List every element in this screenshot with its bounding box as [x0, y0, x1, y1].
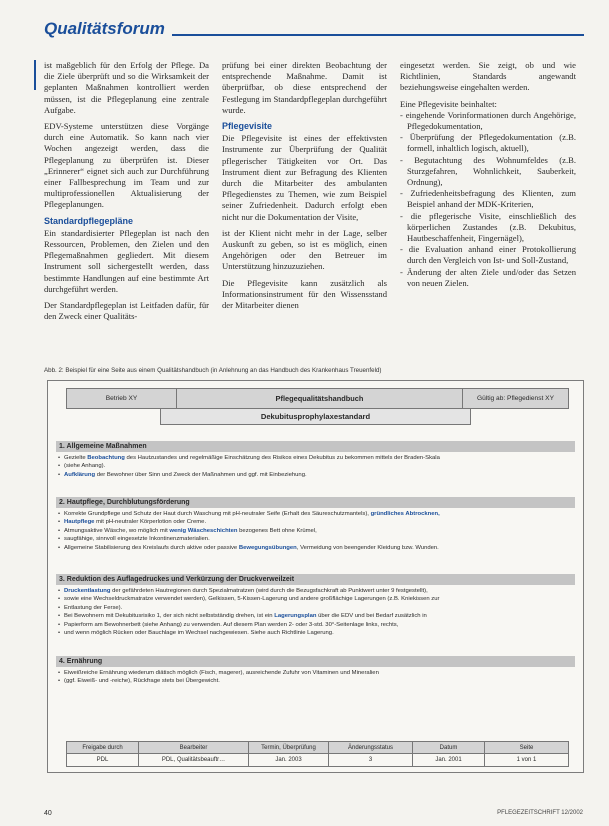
- table-header: Freigabe durch: [67, 742, 139, 754]
- list-item: - Zufriedenheitsbefragung des Klienten, zum Beispiel anhand der MDK-Kriterien,: [400, 188, 576, 210]
- section-pressure-reduction: [56, 574, 575, 637]
- table-row: [67, 754, 568, 766]
- header-rule: [172, 34, 584, 36]
- table-header: Seite: [519, 745, 534, 751]
- section-heading: 3. Reduktion des Auflagedruckes und Verkürzung der Druckverweilzeit: [56, 574, 575, 585]
- bullet-line: • Eiweißreiche Ernährung wiederum diätisch möglich (Fisch, magerer), ausreichende Zufuhr von Vitaminen und Mineralien: [56, 669, 575, 677]
- checklist: [400, 110, 576, 289]
- section-heading: 4. Ernährung: [56, 656, 575, 667]
- article-body: [44, 60, 576, 360]
- table-header: Datum: [413, 742, 485, 754]
- list-item: - Überprüfung der Pflegedokumentation (z.B. formell, inhaltlich logisch, aktuell),: [400, 132, 576, 154]
- table-cell: PDL: [67, 754, 139, 766]
- list-item: - die pflegerische Visite, einschließlich des körperlichen Zustandes (z.B. Dekubitus, Hautbeschaffenheit, Fingernägel),: [400, 210, 576, 244]
- approval-table: [66, 741, 569, 767]
- continuation-line: • saugfähige, sinnvoll eingesetzte Inkontinenzmaterialien.: [56, 535, 575, 543]
- continuation-line: • (siehe Anhang).: [56, 462, 575, 470]
- table-header: Bearbeiter: [139, 742, 249, 754]
- paragraph: ist der Klient nicht mehr in der Lage, selber Auskunft zu geben, so ist es möglich, einen Angehörigen oder den Betreuer im Unterstützung hinzuzuziehen.: [222, 227, 387, 272]
- page-header: [44, 19, 584, 44]
- list-item: - Änderung der alten Ziele und/oder das Setzen von neuen Zielen.: [400, 266, 576, 288]
- column-2: [222, 60, 387, 316]
- subheading: Pflegevisite: [222, 121, 273, 132]
- continuation-line: • Hautpflege mit pH-neutraler Körperlotion oder Creme.: [56, 518, 575, 526]
- paragraph: prüfung bei einer direkten Beobachtung der entsprechende Maßnahme. Damit ist überprüfbar, ob diese entsprechend der Festlegung im Standardpflegeplan durchgeführt wurde.: [222, 60, 387, 115]
- section-general-measures: [56, 441, 575, 479]
- table-cell: 3: [329, 754, 413, 766]
- list-item: - Begutachtung des Wohnumfeldes (z.B. Sturzgefahren, Wohnlichkeit, Sauberkeit, Ordnung),: [400, 154, 576, 188]
- paragraph: Ein standardisierter Pflegeplan ist nach den Ressourcen, Problemen, den Zielen und den Pflegemaßnahmen gegliedert. Mit diesem Instrument soll sichergestellt werden, dass bestimmte Handlungen auf eine bestimmte Art durchgeführt werden.: [44, 227, 209, 294]
- company-cell: Betrieb XY: [67, 389, 177, 408]
- figure-caption: Abb. 2: Beispiel für eine Seite aus einem Qualitätshandbuch (in Anlehnung an das Handbuch des Krankenhaus Treuenfeld): [44, 367, 382, 374]
- continuation-line: • Entlastung der Ferse).: [56, 604, 575, 612]
- table-cell: PDL, Qualitätsbeauftr…: [139, 754, 249, 766]
- column-3: [400, 60, 576, 289]
- paragraph: Die Pflegevisite kann zusätzlich als Informationsinstrument für den Wissensstand der Mitarbeiter dienen: [222, 277, 387, 311]
- page-number: 40: [44, 810, 52, 817]
- section-heading: 1. Allgemeine Maßnahmen: [56, 441, 575, 452]
- section-heading: 2. Hautpflege, Durchblutungsförderung: [56, 497, 575, 508]
- paragraph: Die Pflegevisite ist eines der effektivsten Instrumente zur Überprüfung der Qualität pflegerischer Tätigkeiten vor Ort. Das Instrument dient zur Befragung des Klienten durch die Mitarbeiter des ambulanten Pflegedienstes zu Themen, wie zum Beispiel seiner Zufriedenheit. Dadurch erfolgt eben nicht nur die Dokumentation der Visite,: [222, 133, 387, 222]
- continuation-line: • (ggf. Eiweiß- und -reiche), Rückfrage stets bei Übergewicht.: [56, 677, 575, 685]
- bullet-line: • Gezielte Beobachtung des Hautzustandes und regelmäßige Einschätzung des Risikos eines Dekubitus zu bekommen mittels der Braden-Skala: [56, 454, 575, 462]
- table-cell: Jan. 2001: [413, 754, 485, 766]
- handbook-header: [66, 388, 569, 409]
- bullet-line: • Druckentlastung der gefährdeten Hautregionen durch Spezialmatratzen (wird durch die Bezugsfachkraft ab Punktwert unter 9 festgestellt),: [56, 587, 575, 595]
- column-1: [44, 60, 209, 327]
- paragraph: eingesetzt werden. Sie zeigt, ob und wie Richtlinien, Standards angewandt beziehungsweise eingehalten werden.: [400, 60, 576, 93]
- list-item: - eingehende Vorinformationen durch Angehörige, Pflegedokumentation,: [400, 109, 576, 132]
- section-nutrition: [56, 656, 575, 686]
- table-cell: Jan. 2003: [249, 754, 329, 766]
- bullet-line: • Atmungsaktive Wäsche, wo möglich mit wenig Wäscheschichten bezogenes Bett ohne Krümel,: [56, 527, 575, 535]
- paragraph: EDV-Systeme unterstützen diese Vorgänge durch eine Automatik. So kann nach vier Wochen angezeigt werden, dass die Pflegeplanung zu überprüfen ist. Dieser „Erinnerer“ eignet sich auch zur Durchführung einer Fallbesprechung im Team und zur multiprofessionellen Aktualisierung der Pflegeplanungen.: [44, 121, 209, 210]
- continuation-line: • sowie eine Wechseldruckmatratze verwendet werden), Gelkissen, 5-Kissen-Lagerung und andere großflächige Lagerungen (z.B. Kniekissen zur: [56, 595, 575, 603]
- validity-cell: Gültig ab: Pflegedienst XY: [477, 395, 554, 402]
- section-skin-care: [56, 497, 575, 552]
- standard-title: Dekubitusprophylaxestandard: [160, 409, 471, 425]
- continuation-line: • Papierform am Bewohnerbett (siehe Anhang) zu verwenden. Auf diesem Plan werden 2- oder 3-std. 30°-Seitenlage links, rechts,: [56, 621, 575, 629]
- handbook-title-cell: Pflegequalitätshandbuch: [177, 389, 463, 408]
- bullet-line: • Korrekte Grundpflege und Schutz der Haut durch Waschung mit pH-neutraler Seife (Erhalt des Säureschutzmantels), gründliches Abtrocknen,: [56, 510, 575, 518]
- continuation-line: • und wenn möglich Rücken oder Bauchlage im Wechsel nachgewiesen. Siehe auch Richtlinie Lagerung.: [56, 629, 575, 637]
- table-header: Termin, Überprüfung: [249, 742, 329, 754]
- paragraph: ist maßgeblich für den Erfolg der Pflege. Da die Ziele überprüft und so die Wirksamkeit der geplanten Maßnahmen kontrolliert werden müssen, ist die Pflegeplanung eine zentrale Aufgabe.: [44, 60, 209, 115]
- section-title: Qualitätsforum: [44, 19, 165, 38]
- bullet-line: • Aufklärung der Bewohner über Sinn und Zweck der Maßnahmen und ggf. mit Einbeziehung.: [56, 471, 575, 479]
- paragraph: Eine Pflegevisite beinhaltet:: [400, 98, 497, 109]
- table-cell: 1 von 1: [516, 757, 537, 763]
- list-item: - die Evaluation anhand einer Protokollierung durch den Vergleich von Ist- und Soll-Zustand,: [400, 244, 576, 266]
- bullet-line: • Allgemeine Stabilisierung des Kreislaufs durch aktive oder passive Bewegungsübungen, Vermeidung von beengender Kleidung bzw. Wunden.: [56, 544, 575, 552]
- bullet-line: • Bei Bewohnern mit Dekubitusrisiko 1, der sich nicht selbstständig drehen, ist ein Lagerungsplan über die EDV und bei Bedarf zusätzlich in: [56, 612, 575, 620]
- table-header: Änderungsstatus: [329, 742, 413, 754]
- paragraph: Der Standardpflegeplan ist Leitfaden dafür, für den Zweck einer Qualitäts-: [44, 300, 209, 322]
- handbook-page: [47, 380, 584, 773]
- table-header-row: [67, 742, 568, 754]
- journal-footer: PFLEGEZEITSCHRIFT 12/2002: [497, 810, 583, 816]
- subheading: Standardpflegepläne: [44, 215, 134, 226]
- margin-mark: [34, 60, 36, 90]
